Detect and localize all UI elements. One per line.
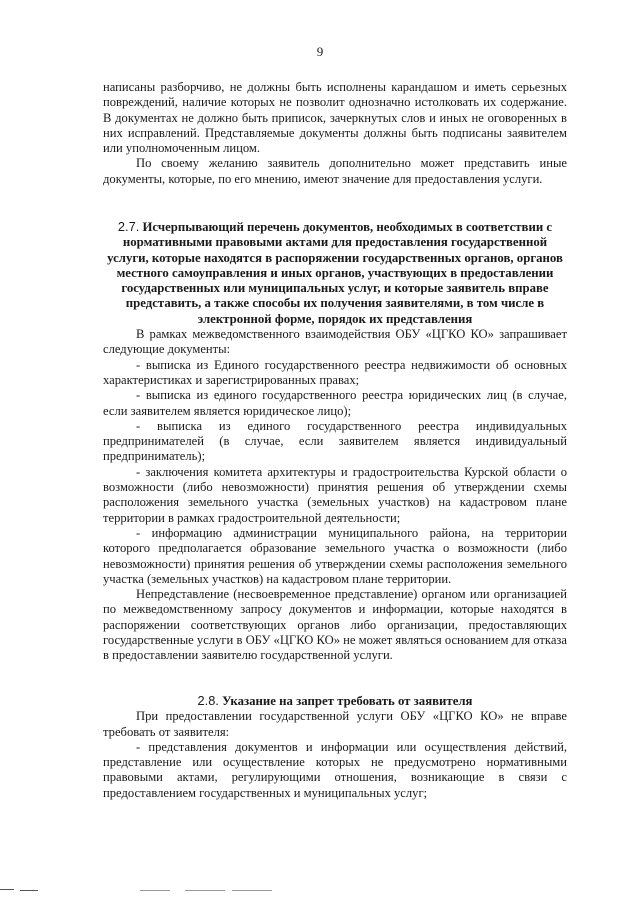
section-heading <box>103 693 567 709</box>
paragraph: По своему желанию заявитель дополнительно может представить иные документы, которые, по его мнению, имеют значение для предоставления услуги. <box>103 156 567 186</box>
list-item: - выписка из единого государственного реестра юридических лиц (в случае, если заявителем является юридическое лицо); <box>103 388 567 418</box>
list-item: - выписка из единого государственного реестра индивидуальных предпринимателей (в случае, если заявителем является индивидуальный предприниматель); <box>103 418 567 464</box>
continuation-block <box>103 80 567 187</box>
section-number: 2.8. <box>197 693 219 708</box>
page-number: 9 <box>316 44 324 59</box>
paragraph: написаны разборчиво, не должны быть исполнены карандашом и иметь серьезных повреждений, наличие которых не позволит однозначно истолковать их содержание. В документах не должно быть приписок, зачеркнутых слов и иных не оговоренных в них исправлений. Представляемые документы должны быть подписаны заявителем или уполномоченным лицом. <box>103 80 567 156</box>
paragraph: Непредставление (несвоевременное представление) органом или организацией по межведомственному запросу документов и информации, которые находятся в распоряжении соответствующих органов либо организации, предоставляющих государственные услуги в ОБУ «ЦГКО КО» не может являться основанием для отказа в предоставлении заявителю государственной услуги. <box>103 587 567 663</box>
section-number: 2.7. <box>117 219 140 234</box>
section-2-7 <box>103 219 567 664</box>
list-item: - выписка из Единого государственного реестра недвижимости об основных характеристиках и зарегистрированных правах; <box>103 357 567 387</box>
divider <box>20 890 38 891</box>
section-heading <box>103 219 567 327</box>
list-item: - представления документов и информации или осуществления действий, представление или осуществление которых не предусмотрено нормативными правовыми актами, регулирующими отношения, возникающие в связи с предоставлением государственных и муниципальных услуг; <box>103 739 567 800</box>
list-item: - заключения комитета архитектуры и градостроительства Курской области о возможности (либо невозможности) принятия решения об утверждении схемы расположения земельного участка (земельных участков) на кадастровом плане территории в рамках градостроительной деятельности; <box>103 464 567 525</box>
section-2-8 <box>103 693 567 801</box>
paragraph: В рамках межведомственного взаимодействия ОБУ «ЦГКО КО» запрашивает следующие документы: <box>103 327 567 357</box>
section-title: Исчерпывающий перечень документов, необходимых в соответствии с нормативными правовыми актами для предоставления государственной услуги, которые находятся в распоряжении государственных органов, органов местного самоуправления и иных органов, участвующих в предоставлении государственных или муниципальных услуг, и которые заявитель вправе представить, а также способы их получения заявителями, в том числе в электронной форме, порядок их представления <box>107 220 563 326</box>
divider <box>185 890 225 891</box>
list-item: - информацию администрации муниципального района, на территории которого предполагается образование земельного участка о возможности (либо невозможности) принятия решения об утверждении схемы расположения земельного участка (земельных участков) на кадастровом плане территории. <box>103 525 567 586</box>
divider <box>140 890 170 891</box>
section-title: Указание на запрет требовать от заявителя <box>222 694 473 708</box>
divider <box>232 890 272 891</box>
scan-artifacts <box>0 888 640 894</box>
divider <box>0 889 14 890</box>
paragraph: При предоставлении государственной услуги ОБУ «ЦГКО КО» не вправе требовать от заявителя: <box>103 709 567 739</box>
